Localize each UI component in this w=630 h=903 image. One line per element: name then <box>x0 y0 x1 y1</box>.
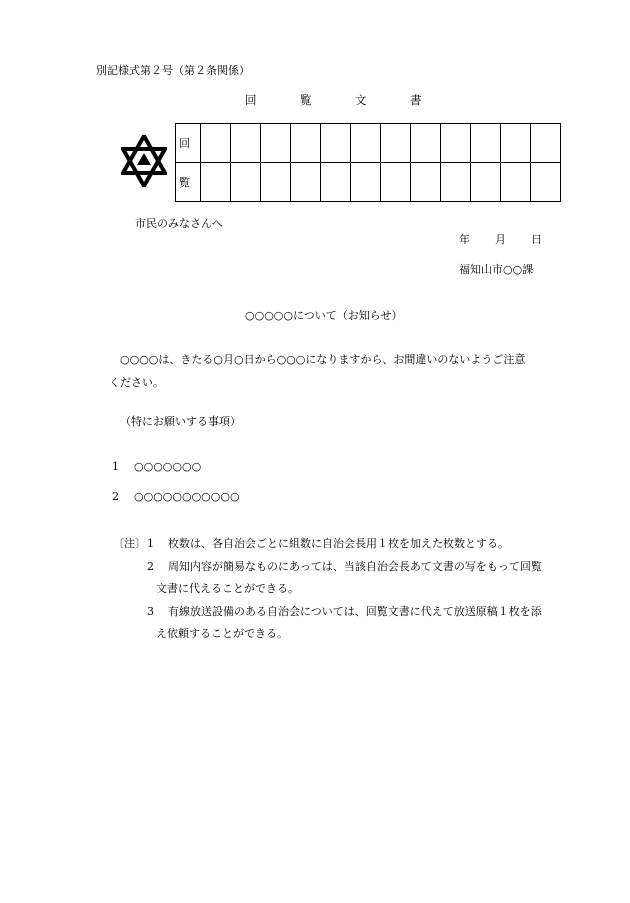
title-char-2: 覧 <box>300 93 312 107</box>
sender: 福知山市○○課 <box>459 263 534 276</box>
row-label-ran: 覧 <box>176 163 201 202</box>
date-year: 年 <box>459 233 470 246</box>
requests-heading: （特にお願いする事項） <box>120 415 241 428</box>
subject-line: ○○○○○について（お知らせ） <box>245 309 403 322</box>
circulation-stamp-table <box>175 123 561 202</box>
date-day: 日 <box>531 233 542 246</box>
circulation-row-2 <box>176 163 561 202</box>
note-2-number: 2 <box>147 560 154 573</box>
notes-prefix: 〔注〕 <box>113 537 146 550</box>
stamp-cell <box>351 124 381 163</box>
note-2-text-line-1: 周知内容が簡易なものにあっては、当該自治会長あて文書の写をもって回覧 <box>168 560 542 573</box>
stamp-cell <box>351 163 381 202</box>
title-char-1: 回 <box>245 93 257 107</box>
title-char-3: 文 <box>355 93 367 107</box>
stamp-cell <box>471 163 501 202</box>
date-month: 月 <box>495 233 506 246</box>
note-2-text-line-2: 文書に代えることができる。 <box>156 582 299 595</box>
city-emblem-logo <box>121 135 167 187</box>
body-line-2: ください。 <box>109 376 164 389</box>
salutation: 市民のみなさんへ <box>135 217 223 230</box>
stamp-cell <box>201 124 231 163</box>
stamp-cell <box>411 163 441 202</box>
row-label-kai: 回 <box>176 124 201 163</box>
stamp-cell <box>441 124 471 163</box>
stamp-cell <box>501 163 531 202</box>
note-3-number: 3 <box>147 605 154 618</box>
note-1-text: 枚数は、各自治会ごとに組数に自治会長用１枚を加えた枚数とする。 <box>168 537 509 550</box>
stamp-cell <box>381 163 411 202</box>
stamp-cell <box>441 163 471 202</box>
stamp-cell <box>231 163 261 202</box>
body-line-1: ○○○○は、きたる○月○日から○○○になりますから、お間違いのないようご注意 <box>109 353 526 366</box>
stamp-cell <box>411 124 441 163</box>
note-3-text-line-2: え依頼することができる。 <box>156 627 288 640</box>
stamp-cell <box>291 124 321 163</box>
stamp-cell <box>201 163 231 202</box>
stamp-cell <box>321 163 351 202</box>
item-text: ○○○○○○○ <box>134 460 202 473</box>
title-char-4: 書 <box>410 93 422 107</box>
note-3-text-line-1: 有線放送設備のある自治会については、回覧文書に代えて放送原稿１枚を添 <box>168 605 542 618</box>
stamp-cell <box>261 163 291 202</box>
stamp-cell <box>531 124 561 163</box>
item-text: ○○○○○○○○○○○ <box>134 490 240 503</box>
stamp-cell <box>501 124 531 163</box>
form-title: 別記様式第２号（第２条関係） <box>96 64 250 77</box>
stamp-cell <box>531 163 561 202</box>
item-number: 1 <box>112 460 119 473</box>
item-number: 2 <box>112 490 119 503</box>
stamp-cell <box>291 163 321 202</box>
stamp-cell <box>471 124 501 163</box>
stamp-cell <box>261 124 291 163</box>
stamp-cell <box>321 124 351 163</box>
stamp-cell <box>231 124 261 163</box>
stamp-cell <box>381 124 411 163</box>
circulation-row-1 <box>176 124 561 163</box>
note-1-number: 1 <box>147 537 154 550</box>
